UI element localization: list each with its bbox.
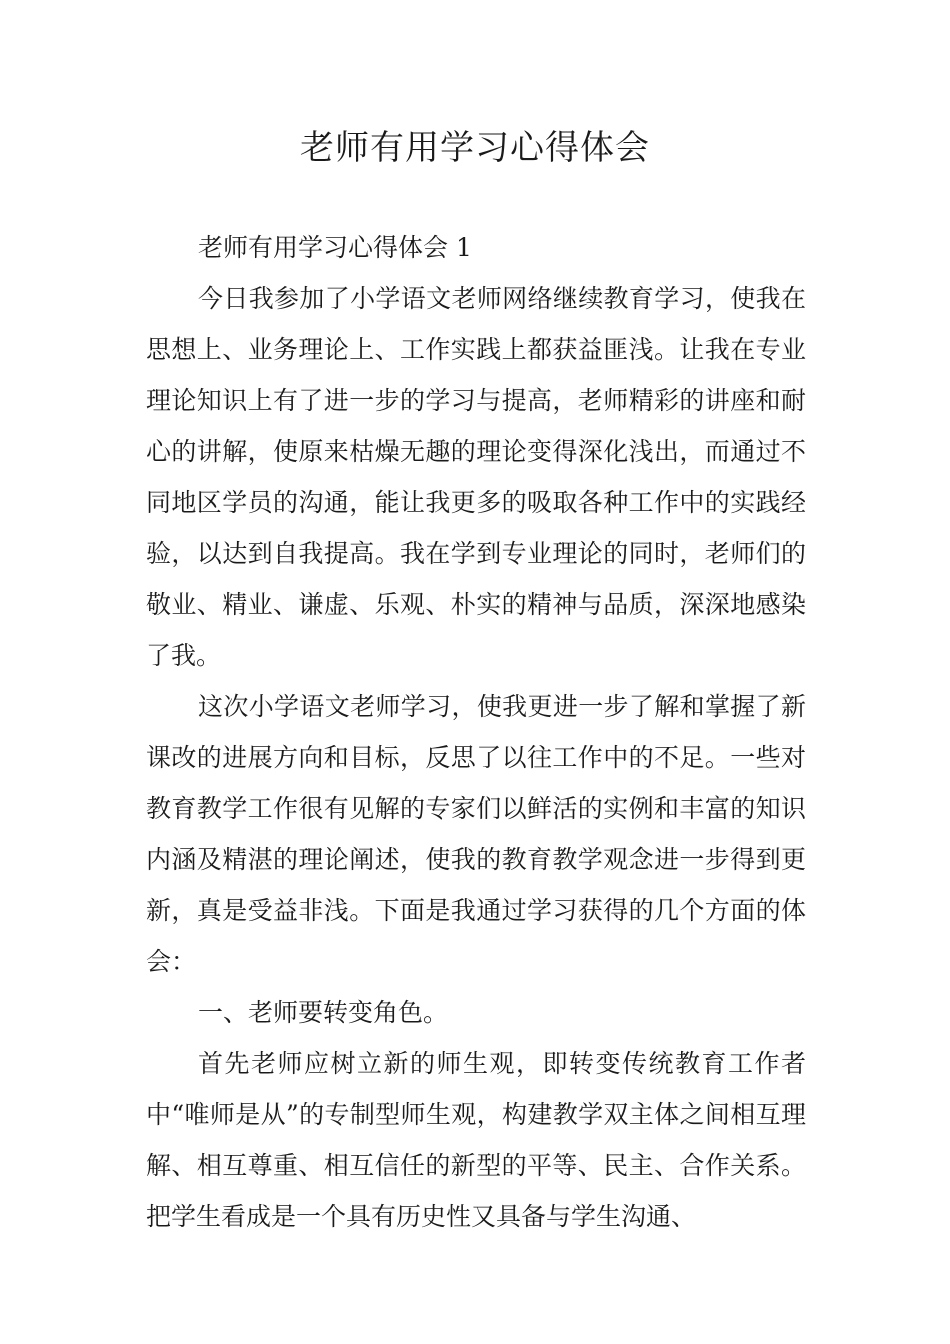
section-heading: 老师有用学习心得体会 1 <box>198 233 472 262</box>
document-title: 老师有用学习心得体会 <box>300 128 650 168</box>
subheading: 一、老师要转变角色。 <box>198 998 449 1027</box>
body-paragraph: 首先老师应树立新的师生观，即转变传统教育工作者中“唯师是从”的专制型师生观，构建教学双主体之间相互理解、相互尊重、相互信任的新型的平等、民主、合作关系。把学生看成是一个具有历史性又具备与学生沟通、 <box>146 1049 806 1231</box>
document-body <box>146 222 806 1242</box>
body-paragraph: 今日我参加了小学语文老师网络继续教育学习，使我在思想上、业务理论上、工作实践上都获益匪浅。让我在专业理论知识上有了进一步的学习与提高，老师精彩的讲座和耐心的讲解，使原来枯燥无趣的理论变得深化浅出，而通过不同地区学员的沟通，能让我更多的吸取各种工作中的实践经验，以达到自我提高。我在学到专业理论的同时，老师们的敬业、精业、谦虚、乐观、朴实的精神与品质，深深地感染了我。 <box>146 284 806 670</box>
body-paragraph: 这次小学语文老师学习，使我更进一步了解和掌握了新课改的进展方向和目标，反思了以往工作中的不足。一些对教育教学工作很有见解的专家们以鲜活的实例和丰富的知识内涵及精湛的理论阐述，使我的教育教学观念进一步得到更新，真是受益非浅。下面是我通过学习获得的几个方面的体会： <box>146 692 806 976</box>
